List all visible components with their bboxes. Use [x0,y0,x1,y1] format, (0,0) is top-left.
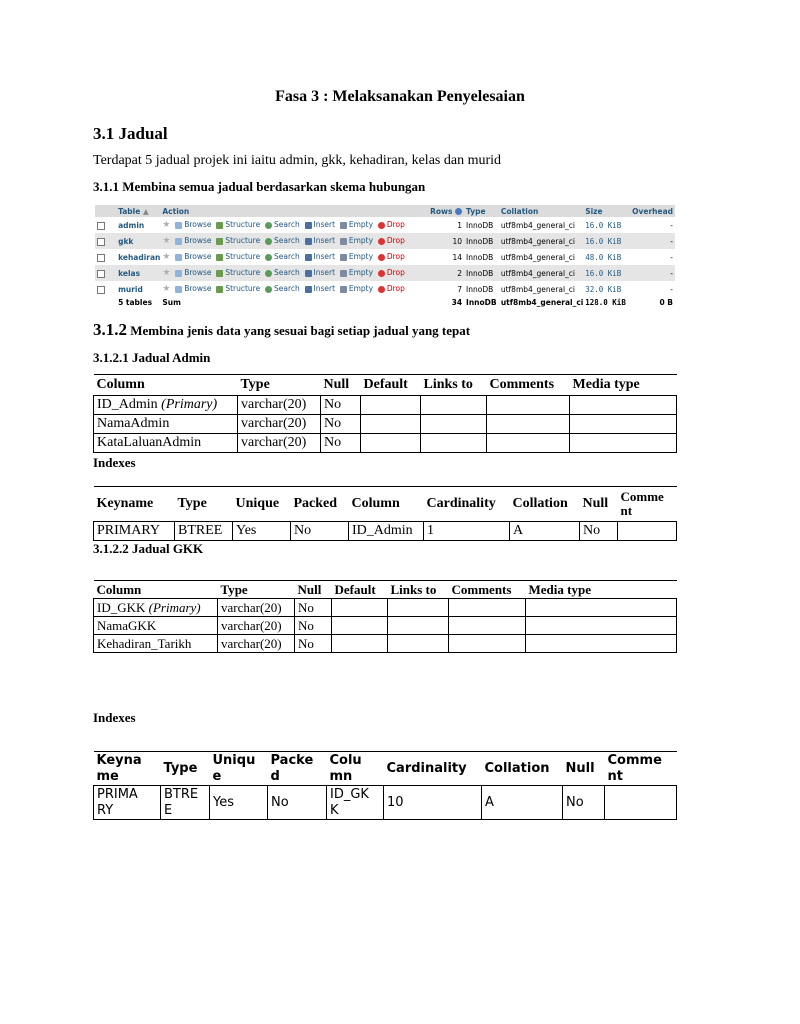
index-header: Keyna me [94,752,161,786]
drop-button[interactable]: Drop [378,268,405,277]
column-type: varchar(20) [218,635,295,653]
search-icon [265,238,272,245]
cell: No [580,522,618,541]
sum-label: Sum [160,297,397,308]
col-header: Type [238,375,321,396]
index-header: Comme nt [605,752,677,786]
cell [526,635,677,653]
search-button[interactable]: Search [265,284,300,293]
cell [526,617,677,635]
intro-paragraph: Terdapat 5 jadual projek ini iaitu admin, gkk, kehadiran, kelas dan murid [93,153,502,168]
tables-count: 5 tables [116,297,160,308]
table-name-link[interactable]: kelas [116,265,160,281]
star-icon[interactable]: ★ [162,252,171,262]
size: 16.0 KiB [583,265,627,281]
document-title: Fasa 3 : Melaksanakan Penyelesaian [275,88,525,105]
star-icon[interactable]: ★ [162,220,171,230]
table-row [95,281,675,297]
admin-index-table [93,486,677,541]
cell [421,415,487,434]
engine-type: InnoDB [464,297,499,308]
col-header: Media type [570,375,677,396]
index-header: Null [580,487,618,522]
empty-icon [340,254,347,261]
engine-type: InnoDB [464,281,499,297]
structure-button[interactable]: Structure [216,252,260,261]
drop-button[interactable]: Drop [378,252,405,261]
search-icon [265,254,272,261]
col-header: Comments [449,581,526,599]
table-name-link[interactable]: gkk [116,233,160,249]
col-header: Default [332,581,388,599]
header-size[interactable]: Size [583,205,627,217]
column-null: No [321,434,361,453]
rows-count: 10 [413,233,464,249]
cell [388,635,449,653]
size: 16.0 KiB [583,233,627,249]
column-null: No [295,617,332,635]
search-button[interactable]: Search [265,220,300,229]
cell [361,396,421,415]
overhead: - [627,249,675,265]
index-header: Column [349,487,424,522]
rows-count: 1 [413,217,464,233]
empty-button[interactable]: Empty [340,284,373,293]
admin-columns-table [93,374,677,453]
insert-icon [305,286,312,293]
row-checkbox[interactable] [97,254,105,262]
drop-icon [378,286,385,293]
table-row [95,249,675,265]
size: 16.0 KiB [583,217,627,233]
index-header: Cardinality [384,752,482,786]
insert-icon [305,238,312,245]
col-header: Default [361,375,421,396]
column-name: Kehadiran_Tarikh [94,635,218,653]
table-row [95,217,675,233]
cell [487,434,570,453]
table-row [94,786,677,820]
cell: A [510,522,580,541]
column-null: No [295,635,332,653]
header-rows[interactable]: Rows [413,205,464,217]
section-heading-3-1-1: 3.1.1 Membina semua jadual berdasarkan skema hubungan [93,179,426,194]
insert-button[interactable]: Insert [305,252,336,261]
cell [421,396,487,415]
collation: utf8mb4_general_ci [499,217,583,233]
browse-button[interactable]: Browse [175,220,211,229]
table-name-link[interactable]: kehadiran [116,249,160,265]
collation: utf8mb4_general_ci [499,265,583,281]
index-header: Colu mn [327,752,384,786]
browse-icon [175,222,182,229]
table-name-link[interactable]: murid [116,281,160,297]
cell: PRIMARY [94,522,175,541]
empty-button[interactable]: Empty [340,268,373,277]
table-row [94,599,677,617]
cell [332,617,388,635]
search-button[interactable]: Search [265,236,300,245]
cell [388,599,449,617]
index-header: Cardinality [424,487,510,522]
summary-row [95,297,675,308]
star-icon[interactable]: ★ [162,284,171,294]
cell [449,617,526,635]
cell [421,434,487,453]
insert-button[interactable]: Insert [305,220,336,229]
cell [605,786,677,820]
search-icon [265,270,272,277]
struct-icon [216,238,223,245]
index-header: Packe d [268,752,327,786]
insert-icon [305,254,312,261]
header-table[interactable]: Table ▲ [116,205,160,217]
table-row [94,617,677,635]
gkk-index-table [93,751,677,820]
cell: No [268,786,327,820]
size: 32.0 KiB [583,281,627,297]
cell: A [482,786,563,820]
index-header: Packed [291,487,349,522]
empty-button[interactable]: Empty [340,236,373,245]
index-header: Keyname [94,487,175,522]
collation: utf8mb4_general_ci [499,233,583,249]
col-header: Null [321,375,361,396]
overhead: - [627,281,675,297]
cell [449,635,526,653]
search-icon [265,286,272,293]
rows-count: 2 [413,265,464,281]
column-name: ID_GKK (Primary) [94,599,218,617]
table-row [94,415,677,434]
col-header: Null [295,581,332,599]
phpmyadmin-table-list [95,205,675,308]
structure-button[interactable]: Structure [216,268,260,277]
cell [449,599,526,617]
browse-button[interactable]: Browse [175,252,211,261]
engine-type: InnoDB [464,233,499,249]
size: 48.0 KiB [583,249,627,265]
header-collation[interactable]: Collation [499,205,583,217]
collation: utf8mb4_general_ci [499,249,583,265]
empty-icon [340,270,347,277]
cell: BTRE E [161,786,210,820]
browse-icon [175,270,182,277]
rows-total: 34 [413,297,464,308]
column-type: varchar(20) [238,434,321,453]
drop-icon [378,254,385,261]
column-null: No [321,396,361,415]
section-heading-3-1-2: 3.1.2 Membina jenis data yang sesuai bagi setiap jadual yang tepat [93,320,471,339]
row-checkbox[interactable] [97,238,105,246]
column-type: varchar(20) [218,617,295,635]
column-name: ID_Admin (Primary) [94,396,238,415]
rows-count: 14 [413,249,464,265]
column-name: NamaGKK [94,617,218,635]
structure-button[interactable]: Structure [216,284,260,293]
col-header: Links to [388,581,449,599]
browse-icon [175,286,182,293]
section-heading-3-1-2-1: 3.1.2.1 Jadual Admin [93,350,211,365]
header-action: Action [160,205,397,217]
browse-button[interactable]: Browse [175,284,211,293]
cell [361,434,421,453]
rows-count: 7 [413,281,464,297]
table-row [94,396,677,415]
column-type: varchar(20) [238,396,321,415]
cell [570,434,677,453]
insert-button[interactable]: Insert [305,284,336,293]
struct-icon [216,286,223,293]
col-header: Comments [487,375,570,396]
browse-icon [175,238,182,245]
search-button[interactable]: Search [265,252,300,261]
table-row [94,434,677,453]
engine-type: InnoDB [464,265,499,281]
cell: Yes [233,522,291,541]
row-checkbox[interactable] [97,286,105,294]
indexes-label: Indexes [93,455,136,470]
indexes-label: Indexes [93,710,136,725]
struct-icon [216,254,223,261]
cell [487,396,570,415]
overhead: - [627,265,675,281]
cell: 10 [384,786,482,820]
col-header: Links to [421,375,487,396]
section-heading-3-1-2-2: 3.1.2.2 Jadual GKK [93,541,204,556]
insert-icon [305,270,312,277]
column-name: KataLaluanAdmin [94,434,238,453]
table-row [94,522,677,541]
overhead-total: 0 B [627,297,675,308]
row-checkbox[interactable] [97,222,105,230]
index-header: Type [175,487,233,522]
empty-icon [340,238,347,245]
insert-button[interactable]: Insert [305,268,336,277]
index-header: Null [563,752,605,786]
column-type: varchar(20) [218,599,295,617]
table-row [95,265,675,281]
col-header: Media type [526,581,677,599]
index-header: Type [161,752,210,786]
search-button[interactable]: Search [265,268,300,277]
structure-button[interactable]: Structure [216,220,260,229]
index-header: Collation [482,752,563,786]
help-icon[interactable] [455,208,462,215]
cell: No [563,786,605,820]
browse-button[interactable]: Browse [175,236,211,245]
column-name: NamaAdmin [94,415,238,434]
index-header: Collation [510,487,580,522]
col-header: Column [94,375,238,396]
cell: Yes [210,786,268,820]
collation: utf8mb4_general_ci [499,281,583,297]
star-icon[interactable]: ★ [162,236,171,246]
collation: utf8mb4_general_ci [500,298,584,307]
drop-button[interactable]: Drop [378,220,405,229]
cell: ID_Admin [349,522,424,541]
empty-icon [340,222,347,229]
search-icon [265,222,272,229]
cell [332,635,388,653]
cell: PRIMA RY [94,786,161,820]
index-header: Comme nt [618,487,677,522]
cell [526,599,677,617]
struct-icon [216,270,223,277]
structure-button[interactable]: Structure [216,236,260,245]
cell [487,415,570,434]
section-heading-3-1: 3.1 Jadual [93,124,168,143]
gkk-columns-table [93,580,677,653]
col-header: Column [94,581,218,599]
size-total: 128.0 KiB [585,298,626,307]
drop-icon [378,238,385,245]
overhead: - [627,233,675,249]
overhead: - [627,217,675,233]
cell [570,396,677,415]
drop-icon [378,222,385,229]
drop-icon [378,270,385,277]
cell [618,522,677,541]
drop-button[interactable]: Drop [378,236,405,245]
cell: BTREE [175,522,233,541]
insert-icon [305,222,312,229]
cell [332,599,388,617]
column-type: varchar(20) [238,415,321,434]
cell [388,617,449,635]
insert-button[interactable]: Insert [305,236,336,245]
table-name-link[interactable]: admin [116,217,160,233]
cell: ID_GK K [327,786,384,820]
table-row [95,233,675,249]
cell [570,415,677,434]
empty-button[interactable]: Empty [340,220,373,229]
cell [361,415,421,434]
empty-button[interactable]: Empty [340,252,373,261]
engine-type: InnoDB [464,217,499,233]
drop-button[interactable]: Drop [378,284,405,293]
col-header: Type [218,581,295,599]
table-row [94,635,677,653]
cell: 1 [424,522,510,541]
header-type[interactable]: Type [464,205,499,217]
struct-icon [216,222,223,229]
cell: No [291,522,349,541]
header-overhead[interactable]: Overhead [627,205,675,217]
browse-button[interactable]: Browse [175,268,211,277]
index-header: Uniqu e [210,752,268,786]
star-icon[interactable]: ★ [162,268,171,278]
browse-icon [175,254,182,261]
engine-type: InnoDB [464,249,499,265]
empty-icon [340,286,347,293]
index-header: Unique [233,487,291,522]
column-null: No [321,415,361,434]
row-checkbox[interactable] [97,270,105,278]
column-null: No [295,599,332,617]
